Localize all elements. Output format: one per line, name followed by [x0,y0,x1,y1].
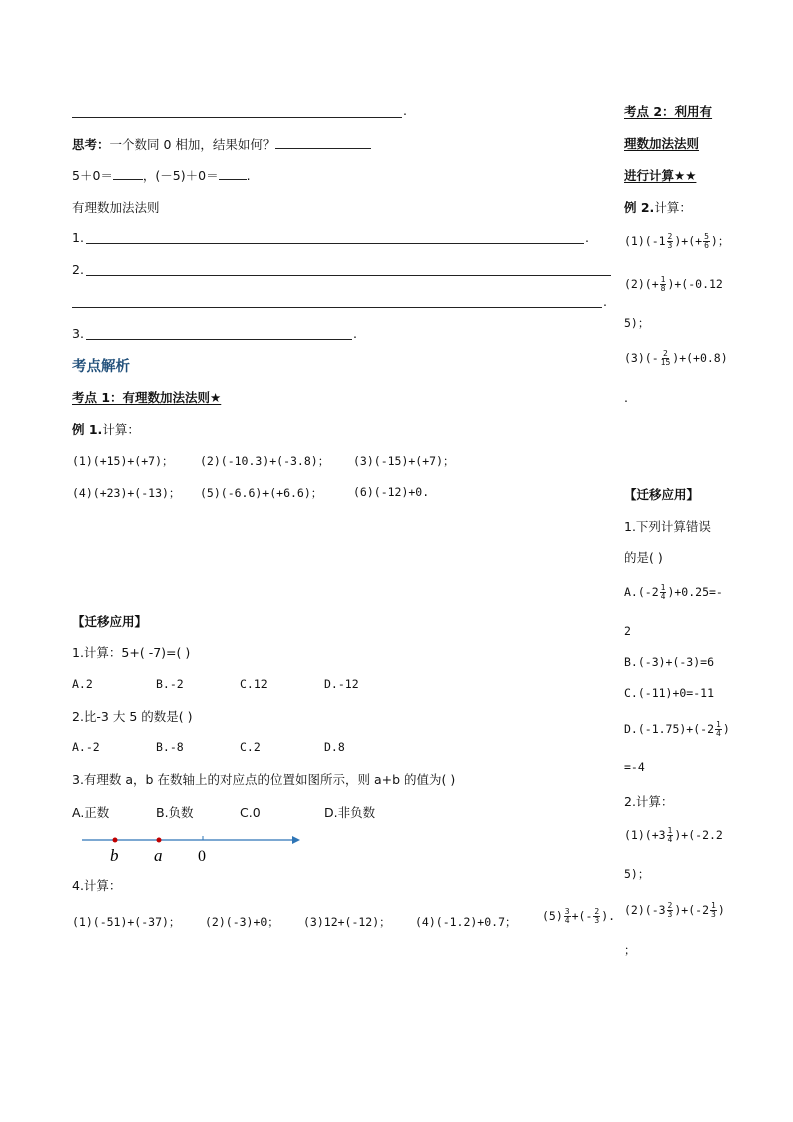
rule-1-blank[interactable] [86,243,584,244]
zero-add-end: . [246,168,251,183]
q1-option-a[interactable]: A.2 [72,677,93,691]
example-1-item-1: (1)(+15)+(+7)； [72,454,174,468]
number-line-label-zero: 0 [198,848,206,865]
example-2-end: . [624,390,628,405]
zero-add-a: 5＋0＝ [72,168,113,183]
sidebar-q1-option-b[interactable]: B.(-3)+(-3)=6 [624,655,715,669]
sidebar-q2-item-2: (2)(-3 $\frac{2}{3}$ )+(-2 $\frac{1}{3}$ ) [624,901,725,919]
q2-option-b[interactable]: B.-8 [156,740,184,754]
example-1-text: 计算： [102,422,140,437]
zero-add-b: ，(－5)＋0＝ [142,168,219,183]
rule-2-label: 2. [72,262,84,277]
sidebar-q1-option-d-cont: =-4 [624,760,645,774]
rule-2-blank-b[interactable] [72,307,602,308]
q1-option-b[interactable]: B.-2 [156,677,184,691]
number-line-figure [78,828,308,868]
fraction: $\frac{1}{4}$ [660,583,666,601]
question-1-options [72,677,408,691]
kp1-heading: 考点 1：有理数加法法则★ [72,390,222,405]
fraction: $\frac{2}{3}$ [594,907,600,925]
question-4: 4.计算： [72,878,122,893]
rule-3-label: 3. [72,326,84,341]
sidebar-q1-option-a-cont: 2 [624,624,631,638]
question-4-item-2: (2)(-3)+0； [205,915,279,929]
number-line-label-a: a [154,846,163,865]
rules-title: 有理数加法法则 [72,200,160,215]
question-3-options [72,803,408,821]
fraction: $\frac{3}{4}$ [564,907,570,925]
example-2-item-2-cont: 5)； [624,316,650,330]
fraction: $\frac{1}{8}$ [660,275,666,293]
rule-3-end: . [353,326,357,341]
think-question [72,135,371,153]
fraction: $\frac{2}{15}$ [660,349,671,367]
sidebar-q2-item-1: (1)(+3 $\frac{1}{4}$ )+(-2.2 [624,826,723,844]
sidebar-q1-option-a[interactable]: A.(-2 $\frac{1}{4}$ )+0.25=- [624,583,723,601]
fraction: $\frac{5}{6}$ [704,232,709,250]
line-end: . [403,103,407,118]
number-line-label-b: b [110,846,119,865]
practice-title: 【迁移应用】 [72,614,148,629]
question-2: 2.比-3 大 5 的数是( ) [72,709,193,724]
kp2-heading-line-1: 考点 2：利用有 [624,104,713,119]
example-1-heading [72,420,140,438]
example-2-item-1: (1)(-1 $\frac{2}{3}$ )+(+ $\frac{5}{6}$ )； [624,232,730,250]
think-blank[interactable] [275,136,371,149]
q3-option-b[interactable]: B.负数 [156,805,194,820]
sidebar-q2-item-1-cont: 5)； [624,867,650,881]
sidebar-q1-option-c[interactable]: C.(-11)+0=-11 [624,686,715,700]
q3-option-d[interactable]: D.非负数 [324,805,376,820]
q3-option-a[interactable]: A.正数 [72,805,110,820]
q1-option-c[interactable]: C.12 [240,677,268,691]
example-2-label: 例 2. [624,200,655,215]
example-1-item-2: (2)(-10.3)+(-3.8)； [200,454,330,468]
fraction: $\frac{2}{3}$ [667,901,673,919]
zero-add-line [72,166,251,184]
question-2-options [72,740,408,754]
rule-1-label: 1. [72,230,84,245]
zero-add-blank-2[interactable] [219,167,247,180]
q1-option-d[interactable]: D.-12 [324,677,359,691]
question-4-item-1: (1)(-51)+(-37)； [72,915,181,929]
sidebar-q1-line-2: 的是( ) [624,550,663,565]
sidebar-q2-end: ； [624,943,636,957]
number-line-point-b [113,838,118,843]
number-line-point-a [157,838,162,843]
q3-option-c[interactable]: C.0 [240,805,261,820]
sidebar-q2-title: 2.计算： [624,794,674,809]
example-1-item-3: (3)(-15)+(+7)； [353,454,455,468]
question-3: 3.有理数 a，b 在数轴上的对应点的位置如图所示，则 a+b 的值为( ) [72,772,456,787]
example-2-heading [624,198,692,216]
fraction: $\frac{2}{3}$ [667,232,673,250]
example-1-item-5: (5)(-6.6)+(+6.6)； [200,486,323,500]
sidebar-q1-line-1: 1.下列计算错误 [624,519,711,534]
sidebar-practice-title: 【迁移应用】 [624,487,700,502]
question-4-item-5: (5) $\frac{3}{4}$ +(- $\frac{2}{3}$ ). [542,907,616,925]
kp2-heading-line-2: 理数加法法则 [624,136,700,151]
example-1-label: 例 1. [72,422,103,437]
example-2-item-3: (3)(- $\frac{2}{15}$ )+(+0.8) [624,349,728,367]
fraction: $\frac{1}{4}$ [716,720,721,738]
question-1: 1.计算：5+( -7)=( ) [72,645,191,660]
number-line-arrow [292,836,300,844]
kp2-heading-line-3: 进行计算★★ [624,168,697,183]
example-1-item-6: (6)(-12)+0. [353,485,430,499]
q2-option-c[interactable]: C.2 [240,740,261,754]
rule-1-end: . [585,230,589,245]
fraction: $\frac{1}{3}$ [711,901,716,919]
example-2-item-2: (2)(+ $\frac{1}{8}$ )+(-0.12 [624,275,723,293]
section-title: 考点解析 [72,359,130,375]
zero-add-blank-1[interactable] [113,167,143,180]
question-4-item-4: (4)(-1.2)+0.7； [415,915,517,929]
think-label: 思考： [72,137,110,152]
rule-2-end: . [603,294,607,309]
rule-2-blank-a[interactable] [86,275,611,276]
example-1-item-4: (4)(+23)+(-13)； [72,486,181,500]
think-text: 一个数同 0 相加，结果如何？ [109,137,276,152]
answer-line [72,117,402,118]
sidebar-q1-option-d[interactable]: D.(-1.75)+(-2 $\frac{1}{4}$ ) [624,720,730,738]
rule-3-blank[interactable] [86,339,352,340]
question-4-item-3: (3)12+(-12)； [303,915,391,929]
example-2-text: 计算： [654,200,692,215]
fraction: $\frac{1}{4}$ [667,826,673,844]
q2-option-d[interactable]: D.8 [324,740,345,754]
q2-option-a[interactable]: A.-2 [72,740,100,754]
